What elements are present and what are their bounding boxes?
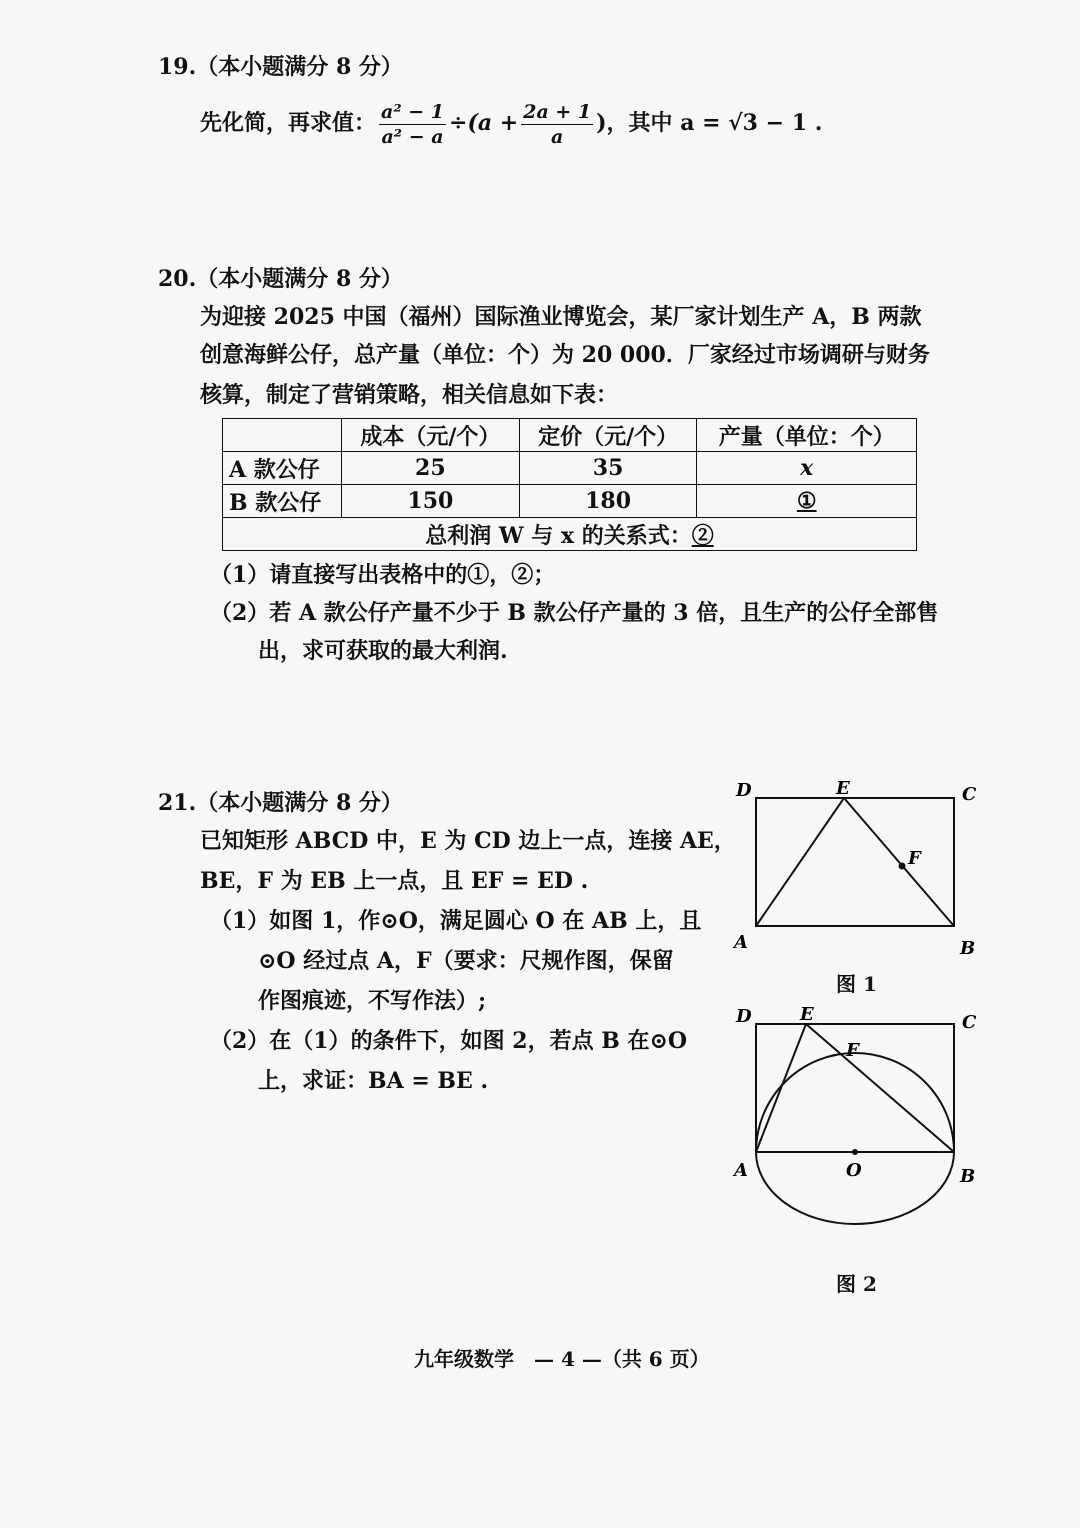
fig1-label-c: C: [962, 784, 977, 805]
table-header-cell: 定价（元/个）: [519, 419, 697, 452]
fig1-label-a: A: [734, 932, 748, 953]
table-row: [223, 452, 917, 485]
table-cell: x: [697, 452, 917, 485]
q21-part-1-line-2: ⊙O 经过点 A，F（要求：尺规作图，保留: [258, 948, 674, 974]
table-cell: 150: [342, 485, 520, 518]
q19-frac2-numerator: 2a + 1: [523, 100, 592, 123]
figure-2-caption: 图 2: [836, 1272, 877, 1296]
fig2-label-b: B: [960, 1166, 976, 1187]
q19-tail: )，其中 a = √3 − 1 .: [596, 110, 823, 136]
q20-line-2: 创意海鲜公仔，总产量（单位：个）为 20 000．厂家经过市场调研与财务: [200, 342, 930, 368]
table-footer-row: [223, 518, 917, 551]
q19-heading: （本小题满分 8 分）: [196, 54, 403, 80]
q20-heading: （本小题满分 8 分）: [196, 266, 403, 292]
figure-1-caption: 图 1: [836, 972, 877, 996]
q19-frac1-denominator: a² − a: [381, 125, 444, 148]
q21-heading: （本小题满分 8 分）: [196, 790, 403, 816]
q20-part-1: （1）请直接写出表格中的①，②；: [210, 562, 556, 588]
q19-frac2-denominator: a: [551, 125, 564, 148]
table-row: [223, 485, 917, 518]
fig1-label-b: B: [960, 938, 976, 959]
figure-2: [730, 1000, 990, 1200]
fig2-segment-ae: [756, 1024, 806, 1152]
q21-line-1: 已知矩形 ABCD 中，E 为 CD 边上一点，连接 AE，: [200, 828, 736, 854]
table-footer-text: 总利润 W 与 x 的关系式：: [425, 522, 692, 549]
q20-info-table: [222, 418, 917, 551]
q21-part-1-line-1: （1）如图 1，作⊙O，满足圆心 O 在 AB 上，且: [210, 908, 702, 934]
q19-prompt: 先化简，再求值：: [200, 110, 377, 136]
fig2-label-d: D: [736, 1006, 752, 1027]
fig1-point-f: [899, 863, 906, 870]
q20-part-2-line-1: （2）若 A 款公仔产量不少于 B 款公仔产量的 3 倍，且生产的公仔全部售: [210, 600, 939, 626]
table-header-row: [223, 419, 917, 452]
table-header-cell: 成本（元/个）: [342, 419, 520, 452]
table-header-cell: 产量（单位：个）: [697, 419, 917, 452]
table-cell: B 款公仔: [223, 485, 342, 518]
q21-number: 21.: [158, 790, 197, 816]
fig2-center-o: [852, 1149, 858, 1155]
page-footer: 九年级数学 — 4 —（共 6 页）: [414, 1347, 710, 1371]
q20-number: 20.: [158, 266, 197, 292]
table-footer-mark: ②: [691, 522, 714, 549]
q20-line-3: 核算，制定了营销策略，相关信息如下表：: [200, 382, 619, 408]
figure-1: [730, 776, 990, 966]
fig1-segment-eb: [844, 798, 954, 926]
table-cell: 180: [519, 485, 697, 518]
fig1-label-e: E: [836, 778, 850, 799]
table-footer-cell: [223, 518, 917, 551]
table-cell: ①: [697, 485, 917, 518]
q19-fraction-2: [521, 100, 593, 149]
q20-part-2-line-2: 出，求可获取的最大利润.: [258, 638, 508, 664]
q21-part-2-line-2: 上，求证：BA = BE .: [258, 1068, 489, 1094]
fig2-label-a: A: [734, 1160, 748, 1181]
q21-part-2-line-1: （2）在（1）的条件下，如图 2，若点 B 在⊙O: [210, 1028, 688, 1054]
q20-line-1: 为迎接 2025 中国（福州）国际渔业博览会，某厂家计划生产 A，B 两款: [200, 304, 922, 330]
fig2-label-e: E: [800, 1004, 814, 1025]
q19-title: [158, 52, 403, 82]
q21-title: [158, 788, 403, 818]
q19-fraction-1: [379, 100, 446, 149]
q20-title: [158, 264, 403, 294]
table-cell: A 款公仔: [223, 452, 342, 485]
q21-line-2: BE，F 为 EB 上一点，且 EF = ED .: [200, 868, 589, 894]
table-header-cell: [223, 419, 342, 452]
q19-number: 19.: [158, 54, 197, 80]
q19-operator: ÷(a +: [449, 110, 519, 136]
fig1-label-f: F: [908, 848, 921, 869]
fig2-label-o: O: [846, 1160, 862, 1181]
fig2-label-f: F: [846, 1040, 859, 1061]
fig1-rectangle-abcd: [756, 798, 954, 926]
q19-frac1-numerator: a² − 1: [381, 100, 445, 123]
fig2-label-c: C: [962, 1012, 977, 1033]
q19-body: [200, 96, 822, 150]
fig1-label-d: D: [736, 780, 752, 801]
fig1-segment-ae: [756, 798, 844, 926]
table-cell: 25: [342, 452, 520, 485]
q21-part-1-line-3: 作图痕迹，不写作法）;: [258, 988, 487, 1014]
table-cell: 35: [519, 452, 697, 485]
